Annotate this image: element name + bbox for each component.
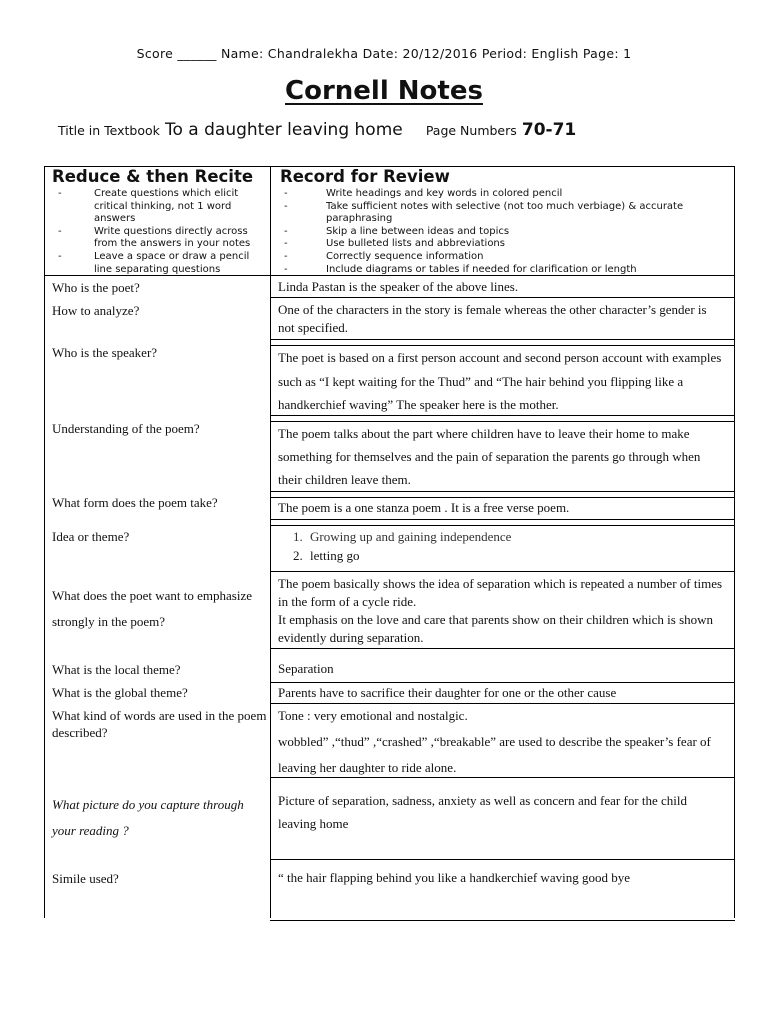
reduce-recite-heading: Reduce & then Recite (52, 167, 254, 186)
right-instruction-item: - Correctly sequence information (284, 250, 484, 262)
row-divider (270, 859, 735, 860)
cornell-notes-table (44, 166, 735, 918)
answer-picture: Picture of separation, sadness, anxiety as well as concern and fear for the child leaving home (278, 793, 687, 831)
question-speaker: Who is the speaker? (52, 345, 158, 360)
right-instruction-text: Write headings and key words in colored pencil (326, 188, 563, 199)
left-instruction-item: - Write questions directly across from the answers in your notes (58, 225, 251, 250)
question-analyze: How to analyze? (52, 303, 140, 318)
title-in-textbook-label: Title in Textbook (58, 123, 160, 138)
right-instruction-text: Correctly sequence information (326, 250, 484, 262)
question-poet: Who is the poet? (52, 280, 140, 295)
row-divider (270, 571, 735, 572)
right-instruction-item: - Write headings and key words in colored pencil (284, 188, 563, 199)
answer-words-tone: Tone : very emotional and nostalgic. (278, 708, 468, 723)
answer-words (278, 707, 726, 781)
row-divider (270, 519, 735, 520)
answer-understanding: The poem talks about the part where children have to leave their home to make something for themselves and the pain of separation the parents go through when their children leave them. (278, 426, 701, 487)
question-picture: What picture do you capture through your reading ? (52, 797, 244, 838)
table-border-bottom (270, 920, 735, 921)
page-numbers-label: Page Numbers (425, 123, 517, 138)
header-column-divider (270, 166, 271, 275)
page-title (0, 76, 768, 106)
answer-analyze: One of the characters in the story is female whereas the other character’s gender is not specified. (278, 302, 707, 335)
question-theme: Idea or theme? (52, 529, 130, 544)
row-divider (270, 491, 735, 492)
right-instruction-item: - Take sufficient notes with selective (not too much verbiage) & accurate paraphrasing (284, 200, 684, 225)
question-simile: Simile used? (52, 871, 119, 886)
left-instruction-item: - Create questions which elicit critical thinking, not 1 word answers (58, 188, 239, 225)
answer-simile: “ the hair flapping behind you like a handkerchief waving good bye (278, 870, 630, 885)
header-info-line: Score ______ Name: Chandralekha Date: 20/12/2016 Period: English Page: 1 (136, 46, 632, 61)
answer-emphasize-part1: The poem basically shows the idea of separation which is repeated a number of times in the form of a cycle ride. (278, 576, 723, 609)
answer-form: The poem is a one stanza poem . It is a free verse poem. (278, 500, 570, 515)
answer-emphasize (278, 575, 726, 647)
row-divider (270, 497, 735, 498)
right-instruction-item: - Use bulleted lists and abbreviations (284, 238, 505, 250)
answer-emphasize-part2: It emphasis on the love and care that parents show on their children which is shown evidently during separation. (278, 612, 714, 645)
title-in-textbook-value: To a daughter leaving home (164, 120, 403, 140)
right-instruction-text: Include diagrams or tables if needed for clarification or length (326, 263, 637, 275)
record-review-heading: Record for Review (280, 167, 450, 186)
answer-speaker: The poet is based on a first person account and second person account with examples such as “I kept waiting for the Thud” and “The hair behind you flipping like a handkerchief waving” The speaker here is the mother. (278, 350, 722, 412)
answer-global-theme: Parents have to sacrifice their daughter for one or the other cause (278, 685, 617, 700)
row-divider (270, 703, 735, 704)
left-instruction-item: - Leave a space or draw a pencil line separating questions (58, 250, 250, 275)
answer-column-divider (270, 275, 271, 918)
right-instruction-text: Skip a line between ideas and topics (326, 225, 510, 237)
row-divider (270, 648, 735, 649)
question-form: What form does the poem take? (52, 495, 218, 510)
theme-item: 1. Growing up and gaining independence (306, 527, 724, 546)
row-divider (270, 339, 735, 340)
answer-local-theme: Separation (278, 661, 334, 676)
right-instruction-item: - Skip a line between ideas and topics (284, 225, 510, 237)
table-border-left (44, 166, 45, 918)
left-instruction-text: Leave a space or draw a pencil line separating questions (94, 250, 250, 275)
answer-theme-list (284, 527, 724, 565)
row-divider (270, 682, 735, 683)
question-global-theme: What is the global theme? (52, 685, 188, 700)
question-understanding: Understanding of the poem? (52, 421, 200, 436)
row-divider (270, 297, 735, 298)
left-instructions (58, 188, 264, 276)
answer-words-detail: wobbled” ,“thud” ,“crashed” ,“breakable” are used to describe the speaker’s fear of leaving her daughter to ride alone. (278, 734, 711, 775)
question-words: What kind of words are used in the poem described? (52, 708, 267, 740)
left-instruction-text: Write questions directly across from the answers in your notes (94, 225, 251, 250)
page-title-text: Cornell Notes (285, 76, 483, 106)
right-instruction-text: Take sufficient notes with selective (not too much verbiage) & accurate paraphrasing (326, 200, 684, 225)
theme-item: 2. letting go (306, 546, 724, 565)
right-instructions (284, 188, 724, 276)
question-emphasize: What does the poet want to emphasize strongly in the poem? (52, 588, 252, 629)
question-local-theme: What is the local theme? (52, 662, 181, 677)
right-instruction-item: - Include diagrams or tables if needed for clarification or length (284, 263, 637, 275)
page-numbers-value: 70-71 (521, 120, 577, 140)
right-instruction-text: Use bulleted lists and abbreviations (326, 238, 505, 250)
row-divider (270, 525, 735, 526)
table-border-right (734, 166, 735, 918)
left-instruction-text: Create questions which elicit critical thinking, not 1 word answers (94, 188, 239, 225)
answer-poet: Linda Pastan is the speaker of the above lines. (278, 279, 519, 294)
textbook-info-row (58, 120, 738, 140)
